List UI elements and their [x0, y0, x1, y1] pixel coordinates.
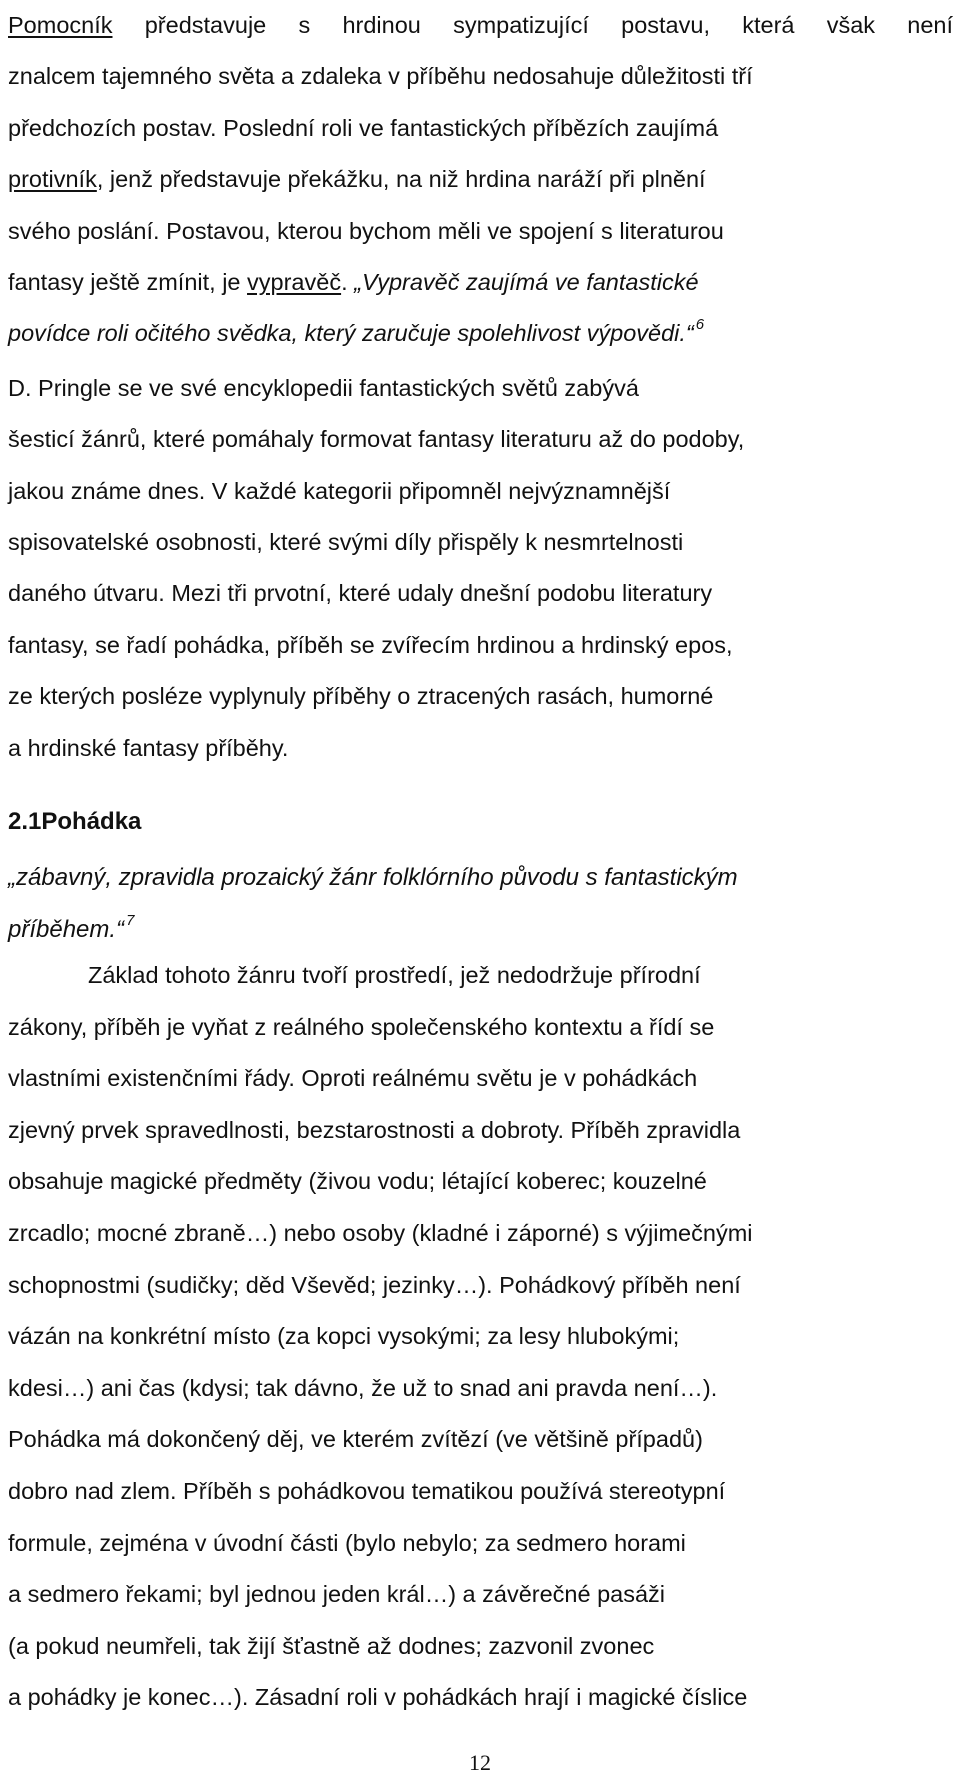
text-line: [8, 308, 953, 362]
text-line: zjevný prvek spravedlnosti, bezstarostnosti a dobroty. Příběh zpravidla: [8, 1116, 741, 1143]
text-line: obsahuje magické předměty (živou vodu; létající koberec; kouzelné: [8, 1168, 707, 1195]
text-line: spisovatelské osobnosti, které svými díly přispěly k nesmrtelnosti: [8, 529, 684, 556]
footnote-marker: 6: [695, 316, 705, 334]
footnote-marker: 7: [126, 912, 135, 929]
text-line: schopnostmi (sudičky; děd Vševěd; jezinky…). Pohádkový příběh není: [8, 1271, 741, 1298]
text-line: „zábavný, zpravidla prozaický žánr folklórního původu s fantastickým: [8, 864, 738, 891]
quote-end: povídce roli očitého svědka, který zaručuje spolehlivost výpovědi.“: [8, 320, 694, 347]
text-line: a pohádky je konec…). Zásadní roli v pohádkách hrají i magické číslice: [8, 1684, 748, 1711]
text-line: vlastními existenčními řády. Oproti reálnému světu je v pohádkách: [8, 1065, 698, 1092]
text-line: kdesi…) ani čas (kdysi; tak dávno, že už to snad ani pravda není…).: [8, 1374, 718, 1401]
text-line: (a pokud neumřeli, tak žijí šťastně až dodnes; zazvonil zvonec: [8, 1632, 655, 1659]
section-heading: 2.1Pohádka: [8, 808, 142, 835]
text-line: předchozích postav. Poslední roli ve fantastických příbězích zaujímá: [8, 114, 719, 141]
quote-start: „Vypravěč zaujímá ve fantastické: [354, 269, 699, 296]
text-line: ze kterých posléze vyplynuly příběhy o ztracených rasách, humorné: [8, 683, 714, 710]
term-pomocnik: Pomocník: [8, 12, 113, 38]
term-protivnik: protivník: [8, 166, 97, 193]
text-line: zákony, příběh je vyňat z reálného společenského kontextu a řídí se: [8, 1013, 715, 1040]
text-line: Pomocník představuje s hrdinou sympatizující postavu, která však není: [8, 12, 953, 38]
text-line: formule, zejména v úvodní části (bylo nebylo; za sedmero horami: [8, 1529, 686, 1556]
text-line: fantasy, se řadí pohádka, příběh se zvířecím hrdinou a hrdinský epos,: [8, 631, 733, 658]
text-line: svého poslání. Postavou, kterou bychom měli ve spojení s literaturou: [8, 217, 724, 244]
term-vypravec: vypravěč: [247, 269, 342, 296]
text-line: vázán na konkrétní místo (za kopci vysokými; za lesy hlubokými;: [8, 1323, 680, 1350]
text-line: Základ tohoto žánru tvoří prostředí, jež nedodržuje přírodní: [88, 962, 701, 988]
text-line: D. Pringle se ve své encyklopedii fantastických světů zabývá: [8, 374, 639, 401]
text-line: dobro nad zlem. Příběh s pohádkovou tematikou používá stereotypní: [8, 1477, 726, 1504]
text-line: protivník, jenž představuje překážku, na niž hrdina naráží při plnění: [8, 166, 706, 193]
paragraph-fairy-tale: [8, 950, 953, 1724]
paragraph-characters: [8, 0, 953, 774]
text-line: znalcem tajemného světa a zdaleka v příběhu nedosahuje důležitosti tří: [8, 63, 753, 90]
definition-quote: [8, 852, 953, 959]
text-line: šesticí žánrů, které pomáhaly formovat fantasy literaturu až do podoby,: [8, 426, 745, 453]
text-line: Pohádka má dokončený děj, ve kterém zvítězí (ve většině případů): [8, 1426, 703, 1453]
text-line: a sedmero řekami; byl jednou jeden král…) a závěrečné pasáži: [8, 1581, 666, 1608]
text-line: příběhem.“ $^7$: [8, 912, 135, 943]
text-line: daného útvaru. Mezi tři prvotní, které udaly dnešní podobu literatury: [8, 580, 713, 607]
text-line: jakou známe dnes. V každé kategorii připomněl nejvýznamnější: [8, 477, 671, 504]
page-number: 12: [469, 1750, 491, 1775]
text-line: fantasy ještě zmínit, je vypravěč. „Vypravěč zaujímá ve fantastické: [8, 269, 699, 296]
text-line: zrcadlo; mocné zbraně…) nebo osoby (kladné i záporné) s výjimečnými: [8, 1219, 753, 1246]
text-line: a hrdinské fantasy příběhy.: [8, 734, 289, 761]
